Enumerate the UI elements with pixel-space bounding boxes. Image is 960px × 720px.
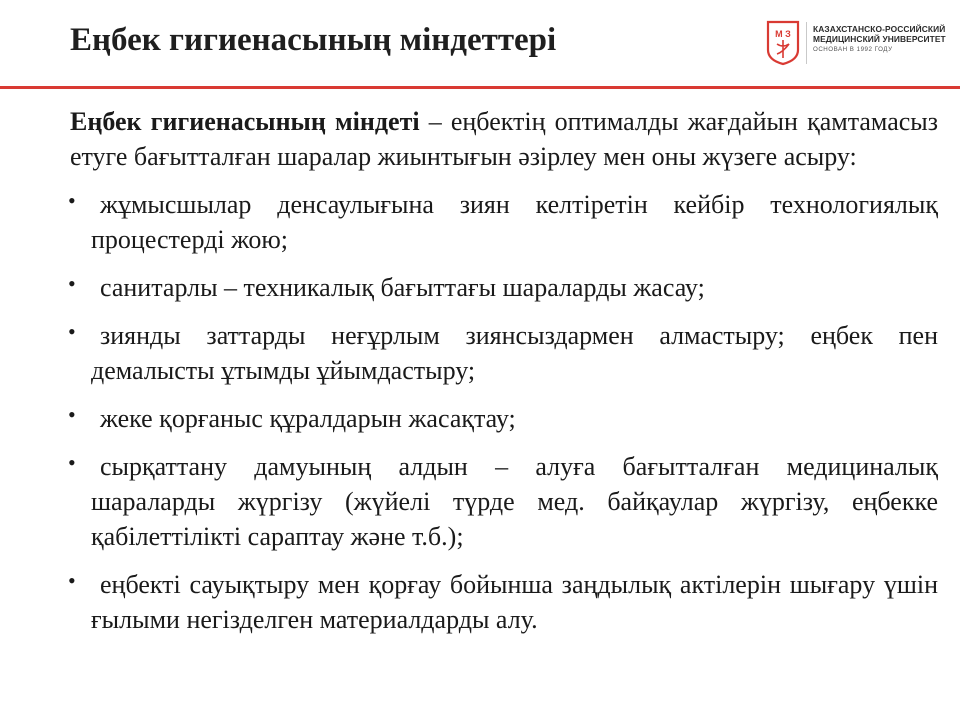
bullet-icon: • — [68, 402, 76, 427]
list-item-text: жеке қорғаныс құралдарын жасақтау; — [100, 404, 516, 433]
logo-line-3: ОСНОВАН В 1992 ГОДУ — [813, 46, 893, 53]
logo-divider — [806, 22, 807, 64]
intro-term: Еңбек гигиенасының міндеті — [70, 107, 420, 136]
logo-badge-text: М З — [775, 29, 791, 39]
list-item — [70, 401, 938, 436]
slide-body — [70, 104, 938, 650]
list-item — [70, 270, 938, 305]
university-logo — [766, 20, 946, 68]
list-item-text: жұмысшылар денсаулығына зиян келтіретін кейбір технологиялық процестерді жою; — [91, 190, 938, 254]
list-item — [70, 187, 938, 257]
bullet-icon: • — [68, 450, 76, 475]
logo-text — [813, 24, 946, 56]
bullet-icon: • — [68, 319, 76, 344]
bullet-icon: • — [68, 188, 76, 213]
list-item-text: зиянды заттарды неғұрлым зиянсыздармен алмастыру; еңбек пен демалысты ұтымды ұйымдастыру; — [91, 321, 938, 385]
intro-text: – еңбектің оптималды жағдайын қамтамасыз етуге бағытталған шаралар жиынтығын әзірлеу мен оны жүзеге асыру: — [70, 107, 939, 171]
header-divider-line — [0, 86, 960, 89]
bullet-icon: • — [68, 568, 76, 593]
list-item-text: санитарлы – техникалық бағыттағы шараларды жасау; — [100, 273, 705, 302]
logo-line-2: МЕДИЦИНСКИЙ УНИВЕРСИТЕТ — [813, 34, 946, 44]
list-item — [70, 449, 938, 554]
logo-line-1: КАЗАХСТАНСКО-РОССИЙСКИЙ — [813, 24, 946, 34]
bullet-list — [70, 187, 938, 637]
list-item — [70, 318, 938, 388]
slide-header — [0, 0, 960, 88]
slide-title: Еңбек гигиенасының міндеттері — [70, 22, 557, 58]
list-item — [70, 567, 938, 637]
intro-paragraph — [70, 104, 938, 174]
bullet-icon: • — [68, 271, 76, 296]
list-item-text: сырқаттану дамуының алдын – алуға бағытталған медициналық шараларды жүргізу (жүйелі түрде мед. байқаулар жүргізу, еңбекке қабілеттілікті сараптау және т.б.); — [91, 452, 938, 551]
shield-logo-icon — [766, 20, 800, 66]
list-item-text: еңбекті сауықтыру мен қорғау бойынша заңдылық актілерін шығару үшін ғылыми негізделген материалдарды алу. — [91, 570, 938, 634]
